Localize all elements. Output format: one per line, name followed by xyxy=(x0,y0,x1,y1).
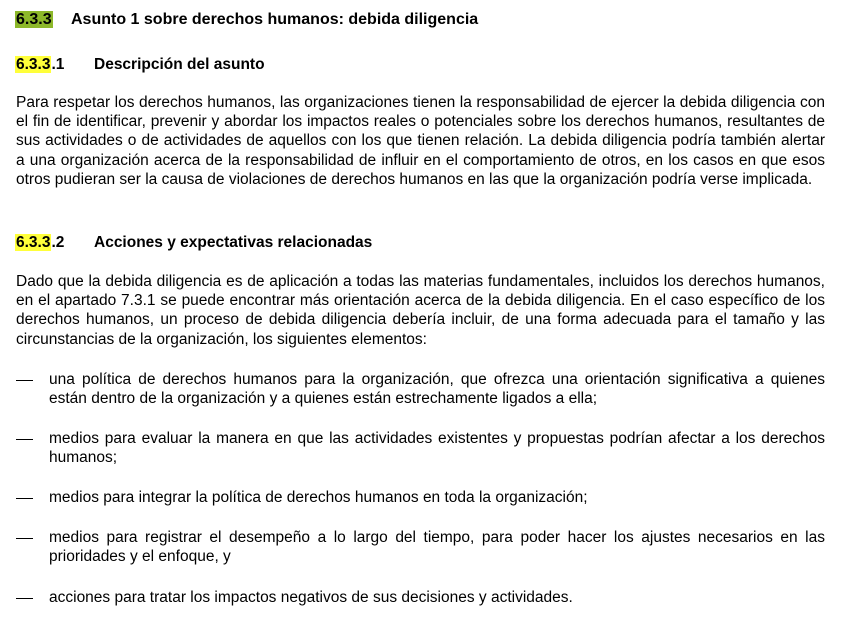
list-item-text: medios para evaluar la manera en que las actividades existentes y propuestas podrían afectar a los derechos humanos; xyxy=(49,430,825,467)
list-item-text: medios para integrar la política de derechos humanos en toda la organización; xyxy=(49,489,588,506)
subsection-number-highlight: 6.3.3 xyxy=(16,56,51,73)
subsection-title: Acciones y expectativas relacionadas xyxy=(94,234,373,251)
list-item-text: medios para registrar el desempeño a lo largo del tiempo, para poder hacer los ajustes necesarios en las prioridades y el enfoque, y xyxy=(49,529,825,566)
list-item-text: una política de derechos humanos para la organización, que ofrezca una orientación significativa a quienes están dentro de la organización y a quienes están estrechamente ligados a ella; xyxy=(49,371,825,408)
paragraph-description: Para respetar los derechos humanos, las organizaciones tienen la responsabilidad de ejercer la debida diligencia con el fin de identificar, prevenir y abordar los impactos reales o potenciales sobre los derechos humanos, resultantes de sus actividades o de actividades de aquellos con los que tienen relación. La debida diligencia podría también alertar a una organización acerca de la responsabilidad de influir en el comportamiento de otros, en los casos en que esos otros pudieran ser la causa de violaciones de derechos humanos en las que la organización podría verse implicada. xyxy=(16,94,825,188)
subsection-heading-description xyxy=(16,55,265,75)
paragraph-actions: Dado que la debida diligencia es de aplicación a todas las materias fundamentales, incluidos los derechos humanos, en el apartado 7.3.1 se puede encontrar más orientación acerca de la debida diligencia. En el caso específico de los derechos humanos, un proceso de debida diligencia debería incluir, de una forma adecuada para el tamaño y las circunstancias de la organización, los siguientes elementos: xyxy=(16,273,825,348)
section-heading xyxy=(16,10,479,30)
section-number: 6.3.3 xyxy=(16,11,52,28)
subsection-heading-actions xyxy=(16,233,373,253)
subsection-title: Descripción del asunto xyxy=(94,56,265,73)
list-item-text: acciones para tratar los impactos negativos de sus decisiones y actividades. xyxy=(49,589,573,606)
subsection-number-suffix: .1 xyxy=(51,56,65,73)
section-title: Asunto 1 sobre derechos humanos: debida diligencia xyxy=(71,11,479,28)
subsection-number-highlight: 6.3.3 xyxy=(16,234,51,251)
subsection-number-suffix: .2 xyxy=(51,234,65,251)
